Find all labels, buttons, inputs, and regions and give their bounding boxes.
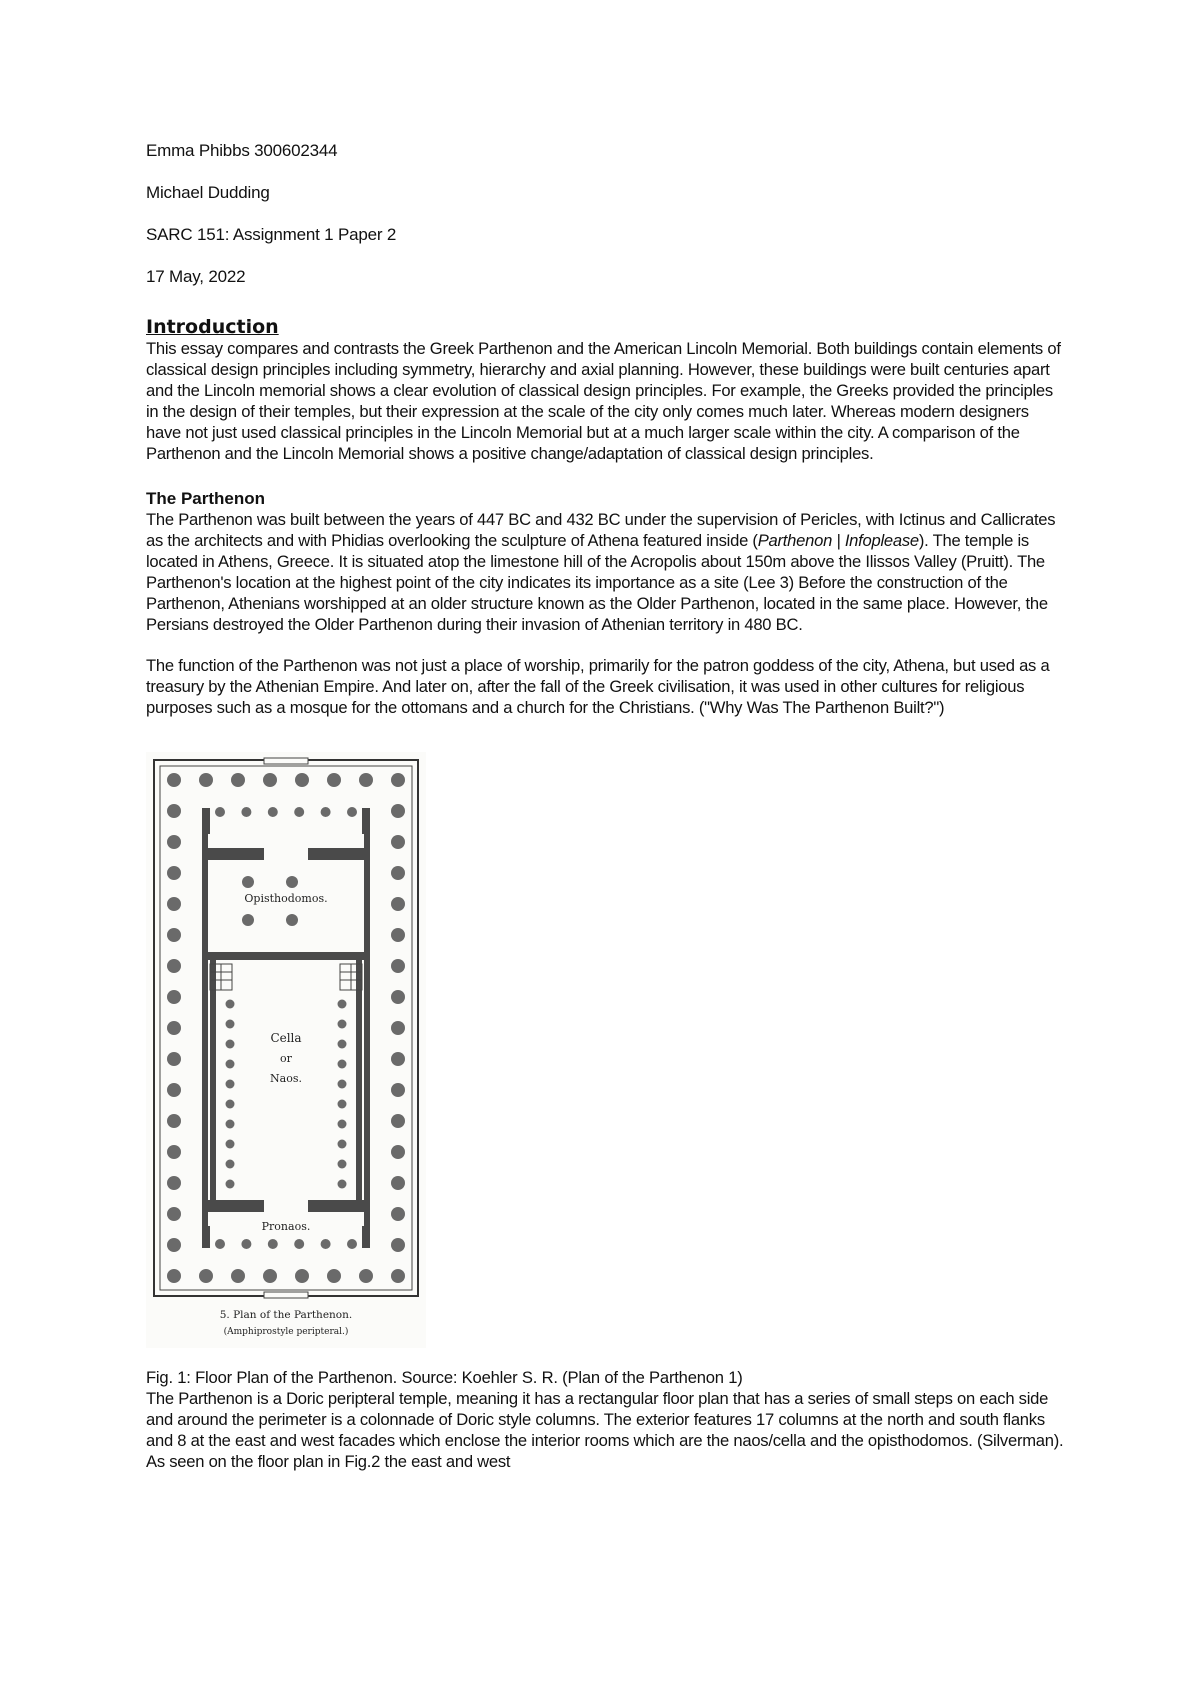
- cella-column: [338, 1020, 347, 1029]
- peristyle-column: [167, 959, 181, 973]
- porch-column: [347, 1239, 357, 1249]
- peristyle-column: [167, 1052, 181, 1066]
- introduction-paragraph: This essay compares and contrasts the Greek Parthenon and the American Lincoln Memorial. Both buildings contain elements of classical design principles including symmetry, hierarchy and axial planning. However, these buildings were built centuries apart and the Lincoln memorial shows a clear evolution of classical design principles. For example, the Greeks provided the principles in the design of their temples, but their expression at the scale of the city only comes much later. Whereas modern designers have not just used classical principles in the Lincoln Memorial but at a much larger scale within the city. A comparison of the Parthenon and the Lincoln Memorial shows a positive change/adaptation of classical design principles.: [146, 339, 1061, 463]
- peristyle-column: [167, 1145, 181, 1159]
- parthenon-heading: The Parthenon: [146, 489, 266, 508]
- cella-column: [338, 1120, 347, 1129]
- peristyle-column: [263, 773, 277, 787]
- porch-column: [241, 807, 251, 817]
- cella-column: [226, 1140, 235, 1149]
- cella-column: [338, 1000, 347, 1009]
- document-body: [146, 140, 1066, 1472]
- parthenon-paragraph-3: The Parthenon is a Doric peripteral temple, meaning it has a rectangular floor plan that has a series of small steps on each side and around the perimeter is a colonnade of Doric style columns. The exterior features 17 columns at the north and south flanks and 8 at the east and west facades which enclose the interior rooms which are the naos/cella and the opisthodomos. (Silverman). As seen on the floor plan in Fig.2 the east and west: [146, 1389, 1064, 1471]
- peristyle-column: [295, 773, 309, 787]
- peristyle-column: [391, 1269, 405, 1283]
- parthenon-paragraph-2: The function of the Parthenon was not just a place of worship, primarily for the patron goddess of the city, Athena, but used as a treasury by the Athenian Empire. And later on, after the fall of the Greek civilisation, it was used in other cultures for religious purposes such as a mosque for the ottomans and a church for the Christians. ("Why Was The Parthenon Built?"): [146, 656, 1050, 717]
- peristyle-column: [167, 1207, 181, 1221]
- cella-column: [338, 1080, 347, 1089]
- porch-column: [215, 1239, 225, 1249]
- porch-column: [241, 1239, 251, 1249]
- cella-column: [226, 1160, 235, 1169]
- peristyle-column: [167, 1238, 181, 1252]
- peristyle-column: [327, 1269, 341, 1283]
- peristyle-column: [391, 1052, 405, 1066]
- course-line: SARC 151: Assignment 1 Paper 2: [146, 225, 397, 244]
- peristyle-column: [391, 835, 405, 849]
- label-opisthodomos: Opisthodomos.: [244, 892, 328, 905]
- peristyle-column: [167, 1083, 181, 1097]
- label-pronaos: Pronaos.: [261, 1220, 311, 1233]
- peristyle-column: [167, 1176, 181, 1190]
- cella-column: [338, 1040, 347, 1049]
- peristyle-column: [199, 1269, 213, 1283]
- peristyle-column: [167, 804, 181, 818]
- paragraph-text-before-citation: The Parthenon was built between the years of 447 BC and 432 BC under the supervision of Pericles, with Ictinus and Callicrates as the architects and with Phidias overlooking the sculpture of Athena featured inside (: [146, 510, 1056, 550]
- peristyle-column: [359, 773, 373, 787]
- figure-caption: Fig. 1: Floor Plan of the Parthenon. Source: Koehler S. R. (Plan of the Parthenon 1): [146, 1368, 743, 1387]
- peristyle-column: [167, 1021, 181, 1035]
- porch-column: [268, 1239, 278, 1249]
- peristyle-column: [167, 1114, 181, 1128]
- peristyle-column: [167, 928, 181, 942]
- peristyle-column: [263, 1269, 277, 1283]
- peristyle-column: [199, 773, 213, 787]
- date-line: 17 May, 2022: [146, 267, 246, 286]
- cella-column: [226, 1080, 235, 1089]
- peristyle-column: [391, 1083, 405, 1097]
- peristyle-column: [391, 990, 405, 1004]
- porch-column: [321, 1239, 331, 1249]
- cella-column: [226, 1020, 235, 1029]
- parthenon-paragraph-1: [146, 509, 1066, 635]
- peristyle-column: [295, 1269, 309, 1283]
- peristyle-column: [231, 1269, 245, 1283]
- peristyle-column: [167, 866, 181, 880]
- peristyle-column: [327, 773, 341, 787]
- plate-subtitle: (Amphiprostyle peripteral.): [223, 1327, 349, 1337]
- peristyle-column: [391, 1238, 405, 1252]
- cella-column: [226, 1060, 235, 1069]
- peristyle-column: [391, 928, 405, 942]
- peristyle-column: [391, 1176, 405, 1190]
- peristyle-column: [391, 1207, 405, 1221]
- cella-column: [226, 1040, 235, 1049]
- cella-column: [226, 1100, 235, 1109]
- porch-column: [294, 1239, 304, 1249]
- peristyle-column: [359, 1269, 373, 1283]
- peristyle-column: [167, 990, 181, 1004]
- peristyle-column: [391, 897, 405, 911]
- italic-citation: Parthenon | Infoplease: [757, 531, 919, 550]
- parthenon-floor-plan: [146, 752, 426, 1348]
- parthenon-floor-plan-figure: [146, 752, 426, 1353]
- plate-title: 5. Plan of the Parthenon.: [219, 1309, 353, 1321]
- label-cella: Cella: [270, 1031, 302, 1045]
- peristyle-column: [391, 1021, 405, 1035]
- porch-column: [347, 807, 357, 817]
- peristyle-column: [391, 959, 405, 973]
- peristyle-column: [167, 773, 181, 787]
- introduction-heading: Introduction: [146, 316, 279, 338]
- cella-column: [338, 1060, 347, 1069]
- porch-column: [294, 807, 304, 817]
- porch-column: [321, 807, 331, 817]
- porch-column: [215, 807, 225, 817]
- peristyle-column: [391, 1114, 405, 1128]
- cella-column: [338, 1160, 347, 1169]
- peristyle-column: [167, 1269, 181, 1283]
- peristyle-column: [167, 897, 181, 911]
- peristyle-column: [391, 804, 405, 818]
- instructor-line: Michael Dudding: [146, 183, 270, 202]
- peristyle-column: [391, 773, 405, 787]
- porch-column: [268, 807, 278, 817]
- label-naos: Naos.: [270, 1072, 302, 1085]
- peristyle-column: [391, 1145, 405, 1159]
- cella-column: [226, 1120, 235, 1129]
- peristyle-column: [231, 773, 245, 787]
- peristyle-column: [391, 866, 405, 880]
- peristyle-column: [167, 835, 181, 849]
- cella-column: [226, 1180, 235, 1189]
- label-or: or: [280, 1052, 292, 1065]
- author-line: Emma Phibbs 300602344: [146, 141, 338, 160]
- paragraph-text-after-citation: ). The temple is located in Athens, Greece. It is situated atop the limestone hill of the Acropolis about 150m above the Ilissos Valley (Pruitt). The Parthenon's location at the highest point of the city indicates its importance as a site (Lee 3) Before the construction of the Parthenon, Athenians worshipped at an older structure known as the Older Parthenon, located in the same place. However, the Persians destroyed the Older Parthenon during their invasion of Athenian territory in 480 BC.: [146, 531, 1048, 634]
- cella-column: [226, 1000, 235, 1009]
- cella-column: [338, 1140, 347, 1149]
- cella-column: [338, 1100, 347, 1109]
- cella-column: [338, 1180, 347, 1189]
